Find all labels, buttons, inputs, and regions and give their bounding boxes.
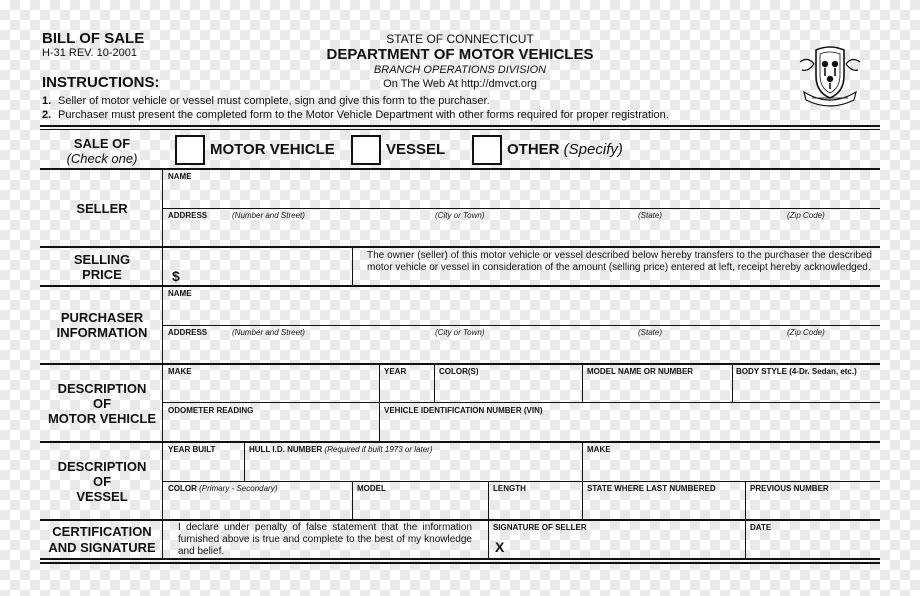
year-built-caption: YEAR BUILT [168,445,216,454]
date-field[interactable] [746,533,879,557]
purchaser-name-caption: NAME [168,289,192,298]
purchaser-label-line2: INFORMATION [56,325,148,340]
vessel-make-caption: MAKE [587,445,611,454]
vessel-checkbox[interactable] [351,135,381,165]
vessel-length-field[interactable] [489,494,581,518]
vehicle-label-line2: OF [92,396,112,411]
vin-caption: VEHICLE IDENTIFICATION NUMBER (VIN) [384,406,543,415]
previous-number-caption: PREVIOUS NUMBER [750,484,829,493]
purchaser-street-caption: (Number and Street) [232,328,305,337]
vessel-color-field[interactable] [163,494,351,518]
dollar-sign: $ [172,268,180,284]
seller-address-field[interactable] [163,221,879,245]
department-name: DEPARTMENT OF MOTOR VEHICLES [326,46,594,63]
state-name: STATE OF CONNECTICUT [386,32,534,46]
vessel-model-field[interactable] [353,494,487,518]
hull-number-field[interactable] [245,455,581,480]
year-built-field[interactable] [163,455,243,480]
seller-street-caption: (Number and Street) [232,211,305,220]
date-caption: DATE [750,523,772,532]
vessel-length-caption: LENGTH [493,484,526,493]
sale-of-sub: (Check one) [66,151,138,166]
vehicle-colors-field[interactable] [435,377,581,401]
instruction-number: 2. [42,109,52,121]
vehicle-model-field[interactable] [583,377,731,401]
motor-vehicle-checkbox[interactable] [175,135,205,165]
purchaser-city-caption: (City or Town) [435,328,485,337]
website: On The Web At http://dmvct.org [383,78,537,90]
state-seal-icon [796,42,864,108]
seller-city-caption: (City or Town) [435,211,485,220]
certification-label-line1: CERTIFICATION [52,524,152,539]
signature-caption: SIGNATURE OF SELLER [493,523,587,532]
seller-name-caption: NAME [168,172,192,181]
vessel-color-note: (Primary - Secondary) [199,484,278,493]
vehicle-make-field[interactable] [163,377,378,401]
vehicle-make-caption: MAKE [168,367,192,376]
instructions-heading: INSTRUCTIONS: [42,74,160,91]
division-name: BRANCH OPERATIONS DIVISION [373,64,547,76]
purchaser-address-field[interactable] [163,338,879,362]
other-option: OTHER [507,141,560,158]
hull-number-label: HULL I.D. NUMBER [249,445,323,454]
form-title: BILL OF SALE [42,30,145,47]
vessel-label-line2: OF [92,474,112,489]
vehicle-year-caption: YEAR [384,367,407,376]
seller-label: SELLER [76,201,128,216]
vessel-model-caption: MODEL [357,484,386,493]
previous-number-field[interactable] [746,494,879,518]
other-checkbox[interactable] [472,135,502,165]
signature-x-mark: X [495,539,505,555]
seller-name-field[interactable] [163,182,879,207]
purchaser-address-caption: ADDRESS [168,328,208,337]
purchaser-name-field[interactable] [163,299,879,324]
transfer-statement: The owner (seller) of this motor vehicle or vessel described below hereby transfers to the purchaser the described motor vehicle or vessel in consideration of the amount (selling price) entered at left, receipt hereby acknowledged. [367,250,872,273]
purchaser-state-caption: (State) [638,328,663,337]
state-numbered-caption: STATE WHERE LAST NUMBERED [587,484,716,493]
vehicle-body-field[interactable] [733,377,879,401]
vin-field[interactable] [380,416,879,440]
vessel-label-line1: DESCRIPTION [57,459,147,474]
seller-signature-field[interactable] [510,533,744,557]
instruction-text: Purchaser must present the completed form to the Motor Vehicle Department with other forms required for proper registration. [58,109,669,121]
instruction-text: Seller of motor vehicle or vessel must complete, sign and give this form to the purchaser. [58,95,490,107]
vehicle-label-line1: DESCRIPTION [57,381,147,396]
vessel-color-caption [168,484,277,493]
seller-address-caption: ADDRESS [168,211,208,220]
selling-price-field[interactable] [186,250,350,284]
instruction-number: 1. [42,95,52,107]
sale-of-label: SALE OF [73,136,131,151]
certification-label-line2: AND SIGNATURE [48,540,156,555]
other-label [507,141,623,158]
vessel-color-label: COLOR [168,484,197,493]
vessel-label-line3: VESSEL [76,489,128,504]
vessel-label: VESSEL [386,141,446,158]
form-number: H-31 REV. 10-2001 [42,47,137,59]
vehicle-body-caption: BODY STYLE (4-Dr. Sedan, etc.) [736,367,857,376]
vessel-make-field[interactable] [583,455,879,480]
vehicle-year-field[interactable] [380,377,433,401]
selling-price-label-line2: PRICE [82,267,122,282]
seller-state-caption: (State) [638,211,663,220]
vehicle-colors-caption: COLOR(S) [439,367,479,376]
seller-zip-caption: (Zip Code) [787,211,825,220]
hull-caption [249,445,432,454]
vehicle-model-caption: MODEL NAME OR NUMBER [587,367,694,376]
selling-price-label-line1: SELLING [73,252,131,267]
motor-vehicle-label: MOTOR VEHICLE [210,141,335,158]
odometer-caption: ODOMETER READING [168,406,254,415]
hull-note: (Required if built 1973 or later) [324,445,433,454]
purchaser-zip-caption: (Zip Code) [787,328,825,337]
purchaser-label-line1: PURCHASER [60,310,144,325]
vehicle-label-line3: MOTOR VEHICLE [47,411,157,426]
odometer-field[interactable] [163,416,378,440]
other-specify-note: (Specify) [563,141,623,158]
state-numbered-field[interactable] [583,494,744,518]
certification-statement: I declare under penalty of false statement that the information furnished above is true and complete to the best of my knowledge and belief. [178,522,472,557]
